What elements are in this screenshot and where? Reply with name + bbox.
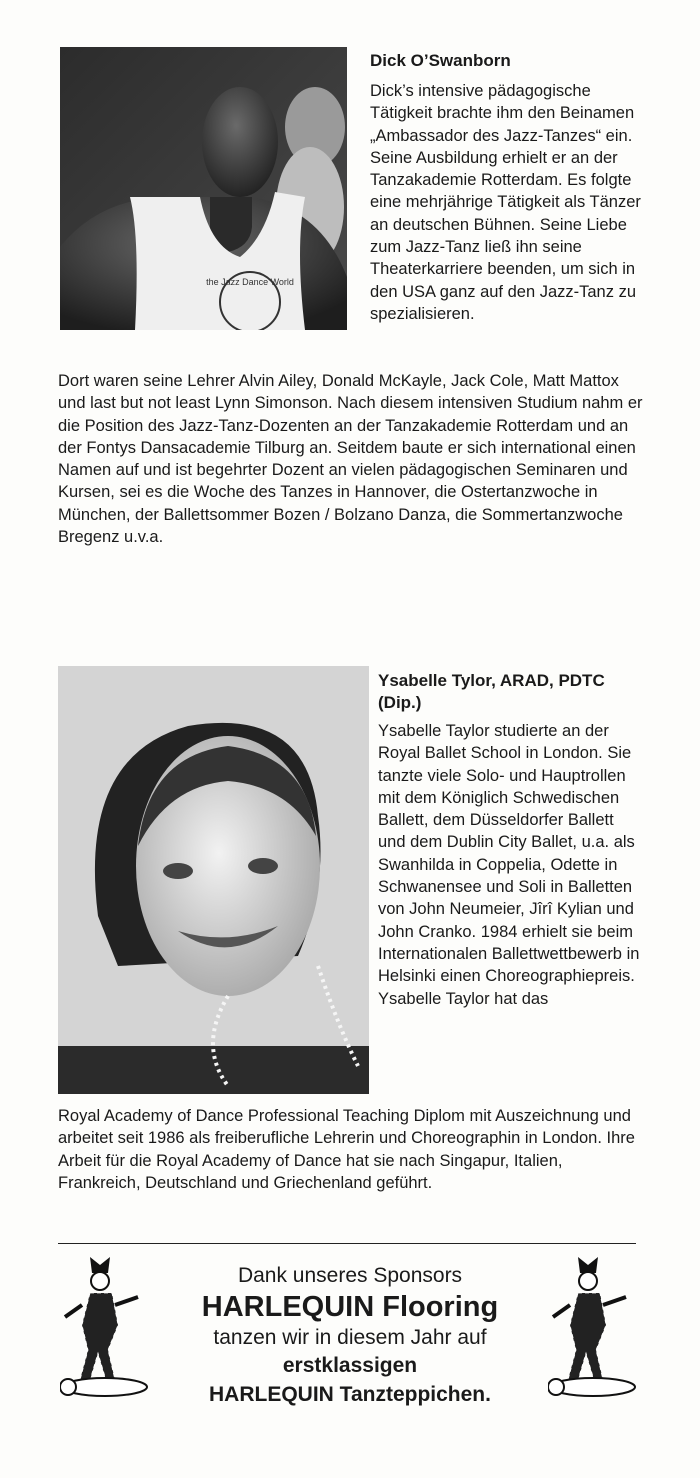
photo-ysabelle-tylor: [58, 666, 369, 1094]
bio-text-ysabelle-full: Royal Academy of Dance Professional Teaching Diplom mit Auszeichnung und arbeitet seit 1986 als freiberufliche Lehrerin und Choreographin in London. Ihre Arbeit für die Royal Academy of Dance hat sie nach Singapur, Italien, Frankreich, Deutschland und Griechenland geführt.: [58, 1107, 635, 1192]
sponsor-line-4: erstklassigen: [282, 1354, 418, 1377]
portrait-illustration: [60, 47, 347, 330]
sponsor-block: [150, 1262, 550, 1410]
bio-name-dick: Dick O’Swanborn: [370, 51, 511, 70]
harlequin-logo-right: [548, 1255, 638, 1405]
bio-name-ysabelle: Ysabelle Tylor, ARAD, PDTC (Dip.): [378, 671, 605, 712]
portrait-illustration: [58, 666, 369, 1094]
section-divider: [58, 1243, 636, 1244]
photo-dick-oswanborn: [60, 47, 347, 330]
sponsor-brand: HARLEQUIN Flooring: [201, 1291, 499, 1323]
sponsor-line-5: HARLEQUIN Tanzteppichen.: [209, 1383, 491, 1406]
harlequin-logo-left: [60, 1255, 150, 1405]
bio-text-ysabelle-side: Ysabelle Taylor studierte an der Royal Ballet School in London. Sie tanzte viele Solo- und Hauptrollen mit dem Königlich Schwedischen Ballett, dem Düsseldorfer Ballett und dem Dublin City Ballet, u.a. als Swanhilda in Coppelia, Odette in Schwanensee und Soli in Balletten von John Neumeier, Jîrî Kylian und John Cranko. 1984 erhielt sie beim Internationalen Ballettwettbewerb in Helsinki einen Choreographiepreis. Ysabelle Taylor hat das: [378, 722, 640, 1008]
bio-text-dick-full: Dort waren seine Lehrer Alvin Ailey, Donald McKayle, Jack Cole, Matt Mattox und last but not least Lynn Simonson. Nach diesem intensiven Studium nahm er die Position des Jazz-Tanz-Dozenten an der Tanzakademie Rotterdam und an der Fontys Dansacademie Tilburg an. Seitdem baute er sich international einen Namen auf und ist begehrter Dozent an vielen pädagogischen Seminaren und Kursen, sei es die Woche des Tanzes in Hannover, die Ostertanzwoche in München, der Ballettsommer Bozen / Bolzano Danza, die Sommertanzwoche Bregenz u.v.a.: [58, 372, 643, 547]
sponsor-line-1: Dank unseres Sponsors: [237, 1264, 463, 1287]
sponsor-line-3: tanzen wir in diesem Jahr auf: [213, 1326, 487, 1349]
bio-text-dick-side: Dick’s intensive pädagogische Tätigkeit brachte ihm den Beinamen „Ambassador des Jazz-Tanzes“ ein. Seine Ausbildung erhielt er an der Tanzakademie Rotterdam. Es folgte eine mehrjährige Tätigkeit als Tänzer an deutschen Bühnen. Seine Liebe zum Jazz-Tanz ließ ihn seine Theaterkarriere beenden, um sich in den USA ganz auf den Jazz-Tanz zu spezialisieren.: [370, 82, 641, 323]
shirt-print-text: the Jazz Dance World: [206, 277, 294, 287]
